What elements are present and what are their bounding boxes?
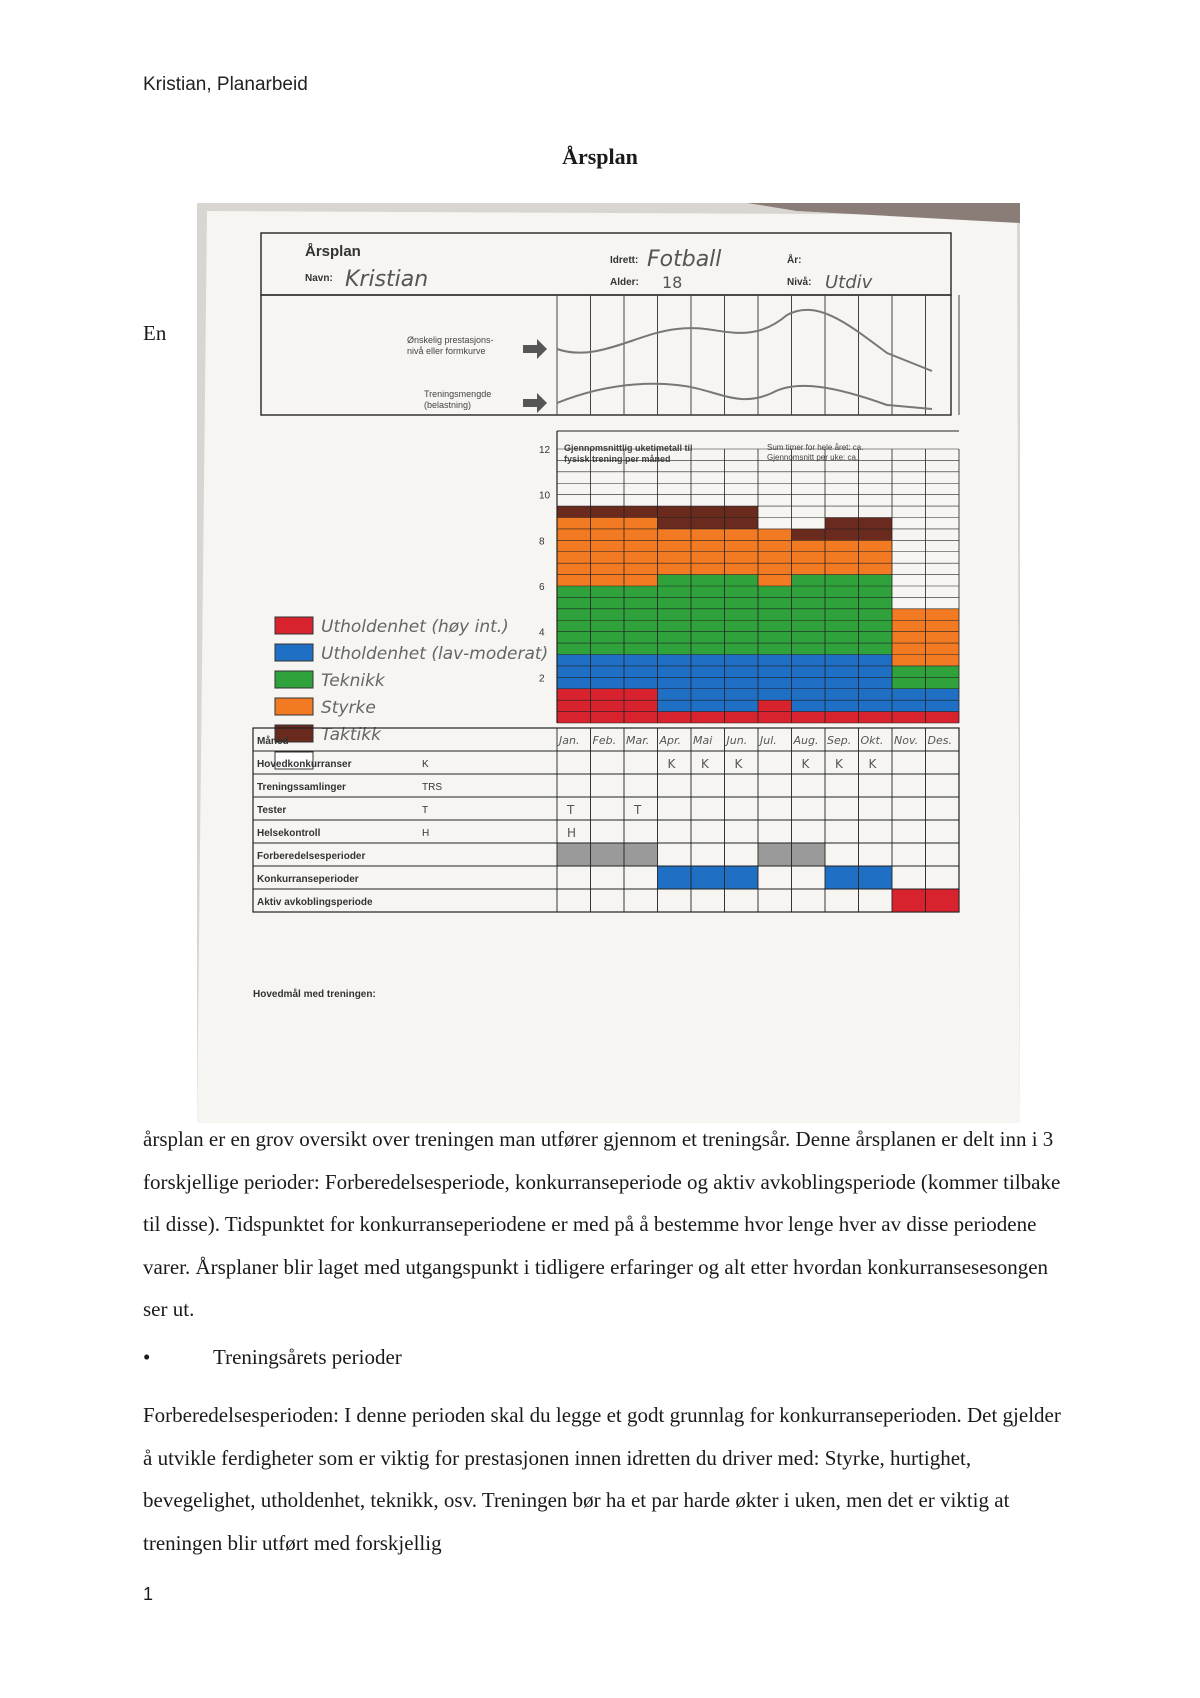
page-number: 1 — [143, 1584, 154, 1604]
sport-value: Fotball — [647, 247, 722, 272]
month-label: Jan. — [559, 734, 580, 747]
paragraph-start-word: En — [143, 321, 167, 345]
load-curve-label-1: Treningsmengde — [424, 389, 492, 399]
competition-mark: K — [868, 757, 877, 771]
month-label: Apr. — [659, 734, 682, 747]
load-curve-label-2: (belastning) — [424, 400, 472, 410]
competition-period-cell — [725, 866, 759, 889]
recovery-period-cell — [926, 889, 960, 912]
sum-header-2: Gjennomsnitt per uke: ca. — [767, 453, 859, 462]
bar-segment — [691, 655, 725, 712]
table-row-label: Tester — [257, 805, 287, 816]
age-value: 18 — [662, 273, 683, 292]
competition-mark: K — [734, 757, 743, 771]
hours-header-1: Gjennomsnittlig uketimetall til — [564, 443, 693, 453]
bar-segment — [926, 712, 960, 723]
bar-segment — [758, 529, 792, 586]
bar-segment — [792, 540, 826, 574]
y-tick-label: 2 — [539, 673, 545, 685]
table-row-label: Konkurranseperioder — [257, 874, 359, 885]
sum-header-1: Sum timer for hele året: ca. — [767, 443, 864, 452]
bar-segment — [557, 655, 591, 689]
bar-segment — [557, 506, 591, 517]
table-row-label: Forberedelsesperioder — [257, 851, 366, 862]
table-row-label: Måned — [257, 736, 289, 747]
competition-period-cell — [658, 866, 692, 889]
competition-mark: K — [701, 757, 709, 771]
legend-label: Teknikk — [321, 671, 385, 691]
bar-segment — [725, 575, 759, 655]
bar-segment — [658, 712, 692, 723]
month-label: Nov. — [894, 734, 919, 747]
y-tick-label: 8 — [539, 536, 545, 548]
bar-segment — [792, 575, 826, 655]
table-row-label: Hovedkonkurranser — [257, 759, 352, 770]
competition-period-cell — [825, 866, 859, 889]
competition-mark: K — [801, 757, 810, 771]
preparation-period-cell — [624, 843, 658, 866]
table-row-code: TRS — [422, 782, 442, 793]
bar-segment — [825, 712, 859, 723]
level-label: Nivå: — [787, 277, 812, 288]
table-row-code: K — [422, 759, 429, 770]
bar-segment — [557, 689, 591, 723]
competition-period-cell — [859, 866, 893, 889]
legend-label: Taktikk — [321, 725, 381, 745]
y-tick-label: 12 — [539, 445, 551, 456]
bar-segment — [926, 609, 960, 666]
goals-label: Hovedmål med treningen: — [253, 989, 376, 1000]
bar-segment — [624, 655, 658, 689]
bar-segment — [691, 575, 725, 655]
competition-mark: K — [835, 757, 843, 771]
preparation-period-cell — [792, 843, 826, 866]
legend-swatch — [275, 671, 313, 688]
legend-label: Utholdenhet (lav-moderat) — [321, 644, 549, 664]
recovery-period-cell — [892, 889, 926, 912]
legend-swatch — [275, 698, 313, 715]
bar-segment — [792, 712, 826, 723]
paragraph-preparation: Forberedelsesperioden: I denne perioden skal du legge et godt grunnlag for konkurranseperioden. Det gjelder å utvikle ferdigheter som er viktig for prestasjonen innen idretten du driver med: Styrke, hurtighet, bevegelighet, utholdenhet, teknikk, osv. Treningen bør ha et par harde økter i uken, men det er viktig at treningen blir utført med forskjellig — [143, 1403, 1061, 1555]
bar-segment — [591, 655, 625, 689]
test-mark: T — [567, 803, 575, 817]
name-label: Navn: — [305, 273, 333, 284]
hours-header-2: fysisk trening per måned — [564, 454, 671, 464]
month-label: Des. — [927, 734, 952, 747]
name-value: Kristian — [345, 267, 429, 292]
y-tick-label: 10 — [539, 490, 551, 502]
bar-segment — [825, 655, 859, 712]
legend-label: Utholdenhet (høy int.) — [321, 617, 509, 637]
bar-segment — [859, 712, 893, 723]
bar-segment — [658, 655, 692, 712]
month-label: Jul. — [760, 734, 777, 747]
bullet-text: Treningsårets perioder — [213, 1345, 402, 1369]
bar-segment — [825, 540, 859, 574]
bar-segment — [624, 506, 658, 517]
month-label: Mai — [693, 734, 713, 747]
month-label: Okt. — [860, 734, 884, 747]
bar-segment — [658, 575, 692, 655]
legend-label: Styrke — [321, 698, 376, 718]
performance-curve-label-1: Ønskelig prestasjons- — [407, 335, 494, 345]
table-row-label: Aktiv avkoblingsperiode — [257, 897, 373, 908]
performance-curve-label-2: nivå eller formkurve — [407, 346, 486, 356]
sport-label: Idrett: — [610, 255, 639, 266]
table-row-label: Helsekontroll — [257, 828, 321, 839]
age-label: Alder: — [610, 277, 639, 288]
bullet-item — [143, 1345, 402, 1370]
month-label: Aug. — [793, 734, 819, 747]
year-label: År: — [787, 255, 802, 266]
table-row-code: T — [422, 805, 429, 816]
month-label: Sep. — [827, 734, 852, 747]
competition-mark: K — [667, 757, 676, 771]
level-value: Utdiv — [825, 272, 873, 293]
paragraph-intro: årsplan er en grov oversikt over treningen man utfører gjennom et treningsår. Denne årsplanen er delt inn i 3 forskjellige perioder: Forberedelsesperiode, konkurranseperiode og aktiv avkoblingsperiode (kommer tilbake til disse). Tidspunktet for konkurranseperiodene er med på å bestemme hvor lenge hver av disse periodene varer. Årsplaner blir laget med utgangspunkt i tidligere erfaringer og alt etter hvordan konkurransesesongen ser ut. — [143, 1127, 1061, 1321]
annual-plan-photo — [197, 203, 1020, 1123]
bar-segment — [792, 529, 826, 540]
bullet-symbol: • — [143, 1345, 151, 1369]
bar-segment — [859, 575, 893, 655]
bar-segment — [591, 689, 625, 723]
preparation-period-cell — [591, 843, 625, 866]
test-mark: T — [634, 803, 642, 817]
running-header: Kristian, Planarbeid — [143, 74, 308, 95]
bar-segment — [859, 540, 893, 574]
health-check-mark: H — [567, 826, 577, 840]
bar-segment — [725, 712, 759, 723]
bar-segment — [792, 655, 826, 712]
bar-segment — [892, 609, 926, 666]
bar-segment — [859, 655, 893, 712]
bar-segment — [691, 712, 725, 723]
bar-segment — [825, 575, 859, 655]
bar-segment — [591, 506, 625, 517]
bar-segment — [725, 655, 759, 712]
preparation-period-cell — [557, 843, 591, 866]
table-row-code: H — [422, 828, 430, 839]
competition-period-cell — [691, 866, 725, 889]
preparation-period-cell — [758, 843, 792, 866]
document-title: Årsplan — [562, 144, 638, 169]
table-row-label: Treningssamlinger — [257, 782, 346, 793]
form-title: Årsplan — [305, 243, 361, 260]
legend-swatch — [275, 617, 313, 634]
month-label: Jun. — [726, 734, 748, 747]
legend-swatch — [275, 644, 313, 661]
month-label: Feb. — [592, 734, 617, 747]
bar-segment — [624, 689, 658, 723]
y-tick-label: 6 — [539, 582, 545, 593]
month-label: Mar. — [626, 734, 650, 747]
y-tick-label: 4 — [539, 627, 545, 639]
bar-segment — [892, 712, 926, 723]
